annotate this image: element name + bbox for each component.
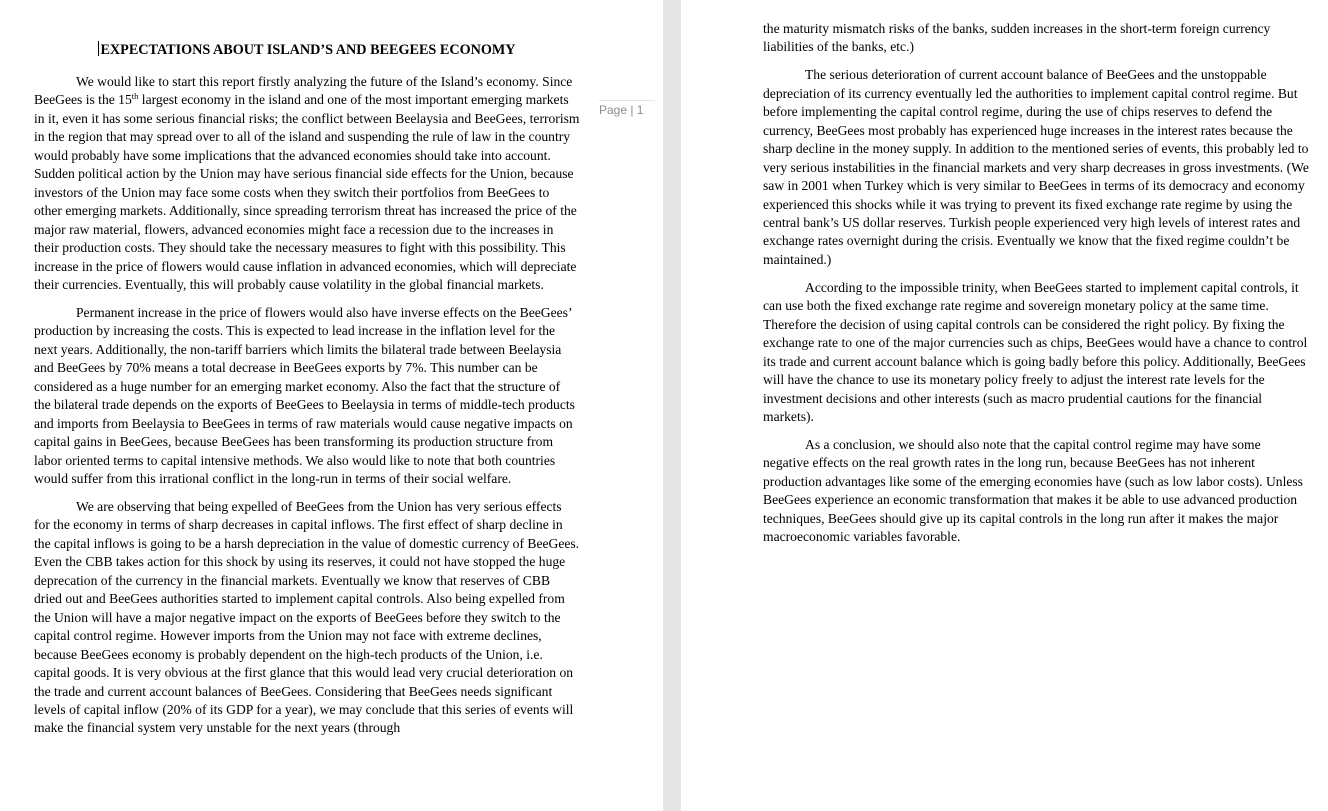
- paragraph-continued[interactable]: the maturity mismatch risks of the banks, sudden increases in the short-term foreign currency liabilities of the banks, etc.): [763, 21, 1271, 55]
- page-2-body[interactable]: [763, 20, 1309, 556]
- paragraph-5[interactable]: According to the impossible trinity, when BeeGees started to implement capital controls, it can use both the fixed exchange rate regime and sovereign monetary policy at the same time. Therefore the decision of using capital controls can be considered the right policy. By fixing the exchange rate to one of the major currencies such as chips, BeeGees would have a chance to control its trade and current account balance which is going badly before this policy. Additionally, BeeGees will have the chance to use its monetary policy freely to adjust the interest rate levels for the investment decisions and other interests (such as macro prudential cautions for the financial markets).: [763, 279, 1308, 425]
- paragraph-2[interactable]: Permanent increase in the price of flowers would also have inverse effects on the BeeGees’ production by increasing the costs. This is expected to lead increase in the inflation level for the next years. Additionally, the non-tariff barriers which limits the bilateral trade between Beelaysia and BeeGees by 70% means a total decrease in BeeGees exports by 7%. This number can be considered as a huge number for an emerging market economy. Also the fact that the structure of the bilateral trade depends on the exports of BeeGees to Beelaysia in terms of middle-tech products and imports from Beelaysia to BeeGees in terms of raw materials would cause negative impacts on capital gains in BeeGees, because BeeGees has been transforming its production structure from labor oriented terms to capital intensive methods. We also would like to note that both countries would suffer from this irrational conflict in the long-run in terms of their social welfare.: [34, 304, 575, 487]
- page-number: Page | 1: [599, 100, 655, 117]
- paragraph-1-start[interactable]: We would like to start this report firstly analyzing the future of the Island’s economy. Since BeeGees is the 15: [34, 74, 573, 108]
- document-page-2[interactable]: [681, 0, 1328, 811]
- document-title[interactable]: [34, 40, 580, 60]
- document-page-1[interactable]: [0, 0, 663, 811]
- paragraph-3[interactable]: We are observing that being expelled of BeeGees from the Union has very serious effects for the economy in terms of sharp decreases in capital inflows. The first effect of sharp decline in the capital inflows is going to be a harsh depreciation in the value of domestic currency of BeeGees. Even the CBB takes action for this shock by using its reserves, it could not have stopped the huge deprecation of the currency in the financial markets. Eventually we know that reserves of CBB dried out and BeeGees authorities started to implement capital controls. Also being expelled from the Union will have a major negative impact on the exports of BeeGees before they switch to the capital control regime. However imports from the Union may not face with extreme declines, because BeeGees economy is probably dependent on the high-tech products of the Union, i.e. capital goods. It is very obvious at the first glance that this would lead very crucial deterioration on the trade and current account balances of BeeGees. Considering that BeeGees needs significant levels of capital inflow (20% of its GDP for a year), we may conclude that this series of events will make the financial system very unstable for the next years (through: [34, 498, 580, 736]
- paragraph-1[interactable]: [34, 73, 580, 294]
- paragraph-6[interactable]: As a conclusion, we should also note that the capital control regime may have some negative effects on the real growth rates in the long run, because BeeGees has not inherent production advantages like some of the emerging economies have (such as low labor costs). Unless BeeGees experience an economic transformation that makes it be able to use advanced production techniques, BeeGees should give up its capital controls in the long run after it makes the major macroeconomic variables favorable.: [763, 437, 1303, 545]
- document-title-text[interactable]: EXPECTATIONS ABOUT ISLAND’S AND BEEGEES ECONOMY: [100, 42, 516, 58]
- paragraph-1-rest[interactable]: largest economy in the island and one of the most important emerging markets in it, even it has some serious financial risks; the conflict between Beelaysia and BeeGees, terrorism in the region that may spread over to all of the island and suspending the rule of law in the country would probably have some implications that the advanced economies should take into account. Sudden political action by the Union may have serious financial side effects for the Union, because investors of the Union may face some costs when they switch their portfolios from BeeGees to other emerging markets. Additionally, since spreading terrorism threat has increased the price of the major raw material, flowers, advanced economies might face a recession due to the increases in their production costs. They should take the necessary measures to fight with this possibility. This increase in the price of flowers would cause inflation in advanced economies, which will depreciate their currencies. Eventually, this will probably cause volatility in the global financial markets.: [34, 92, 580, 292]
- superscript-th[interactable]: th: [131, 91, 139, 102]
- page-1-body[interactable]: [34, 40, 580, 747]
- page-gap: [663, 0, 681, 811]
- paragraph-4[interactable]: The serious deterioration of current account balance of BeeGees and the unstoppable depreciation of its currency eventually led the authorities to implement capital control regime. But before implementing the capital control regime, during the use of chips reserves to defend the currency, BeeGees most probably has experienced huge increases in the interest rates because the sharp decline in the money supply. In addition to the mentioned series of events, this probably led to very serious instabilities in the financial markets and very sharp decreases in gross investments. (We saw in 2001 when Turkey which is very similar to BeeGees in terms of its democracy and economy experienced this shocks while it was trying to prevent its fixed exchange rate regime by using the central bank’s US dollar reserves. Turkish people experienced very high levels of interest rates and exchange rates overnight during the crisis. Eventually we know that the fixed regime couldn’t be maintained.): [763, 67, 1309, 267]
